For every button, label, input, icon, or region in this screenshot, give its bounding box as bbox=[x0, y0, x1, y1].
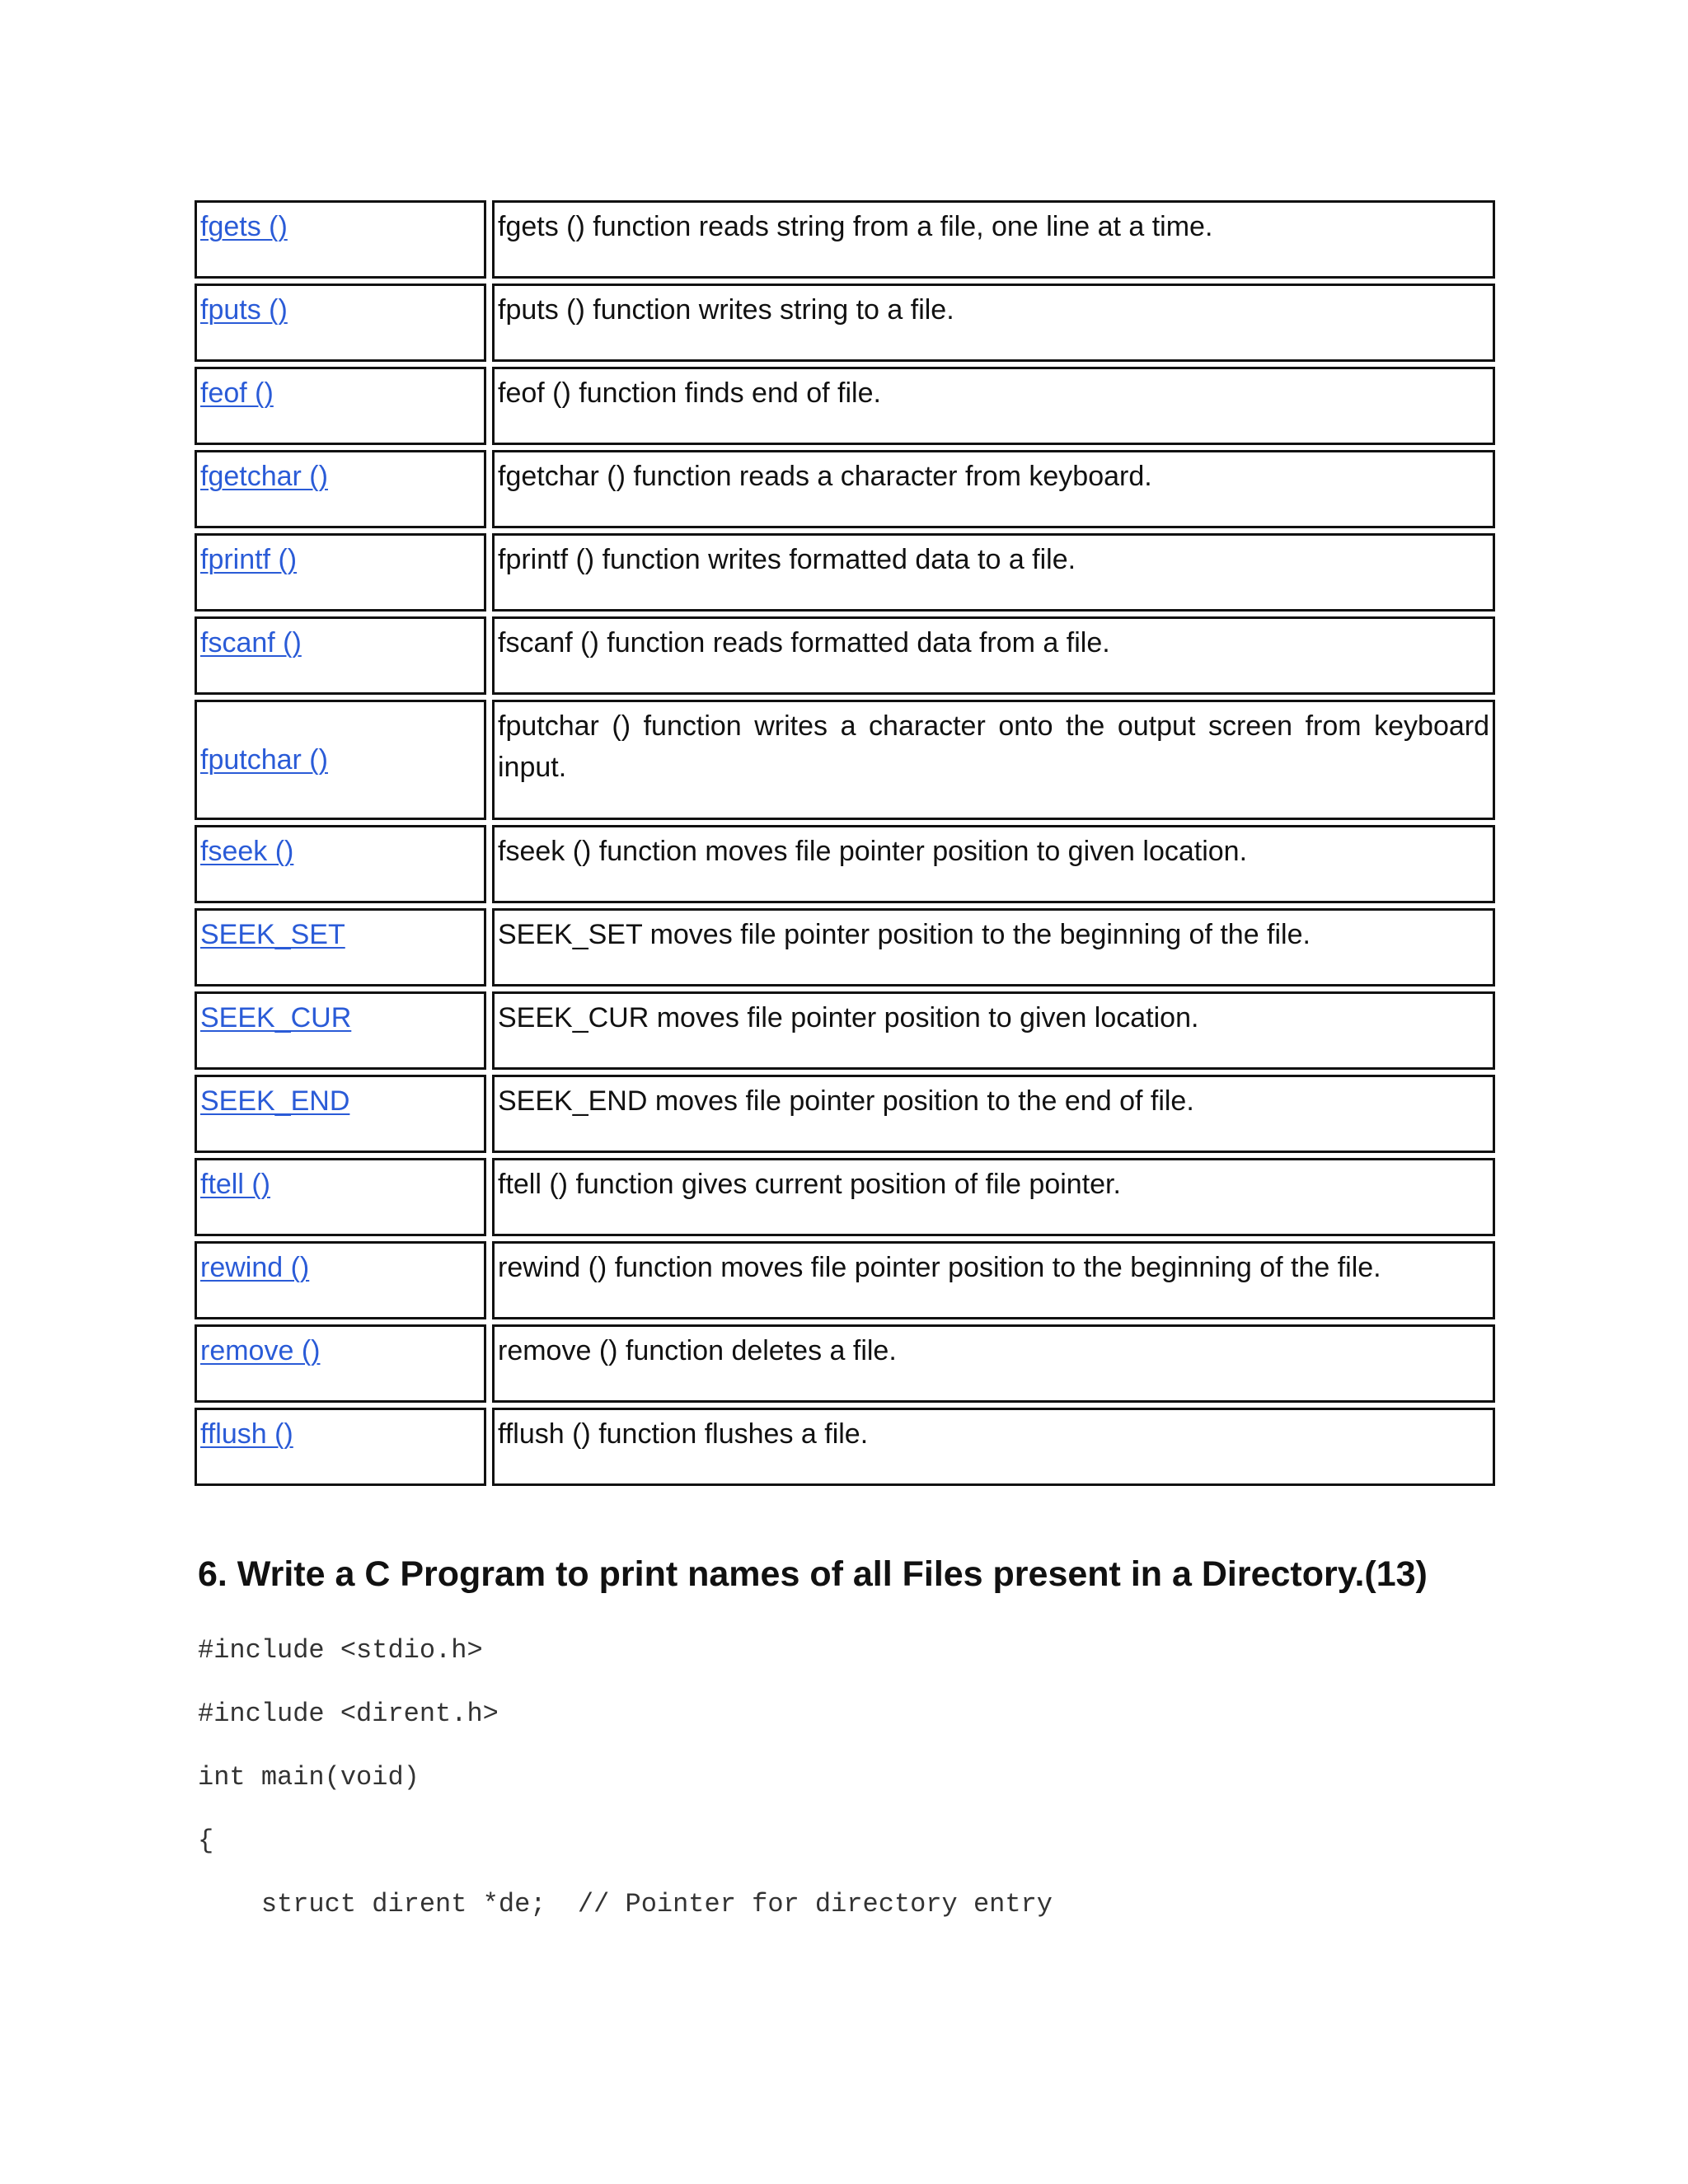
function-description-cell: rewind () function moves file pointer position to the beginning of the file. bbox=[492, 1241, 1495, 1319]
function-description-cell: fgetchar () function reads a character from keyboard. bbox=[492, 450, 1495, 528]
function-description-cell: fgets () function reads string from a file, one line at a time. bbox=[492, 200, 1495, 279]
function-link-fgets[interactable]: fgets () bbox=[200, 211, 288, 242]
function-description-cell: SEEK_CUR moves file pointer position to given location. bbox=[492, 991, 1495, 1070]
function-name-cell bbox=[195, 1408, 486, 1486]
table-row bbox=[195, 825, 1495, 903]
function-link-ftell[interactable]: ftell () bbox=[200, 1169, 270, 1200]
function-link-remove[interactable]: remove () bbox=[200, 1335, 321, 1366]
function-link-seek-set[interactable]: SEEK_SET bbox=[200, 919, 345, 950]
function-description-cell: fflush () function flushes a file. bbox=[492, 1408, 1495, 1486]
function-description-cell: ftell () function gives current position of file pointer. bbox=[492, 1158, 1495, 1236]
function-name-cell bbox=[195, 825, 486, 903]
table-row bbox=[195, 200, 1495, 279]
function-name-cell bbox=[195, 1158, 486, 1236]
code-line: struct dirent *de; // Pointer for directory entry bbox=[198, 1889, 1053, 1919]
section-heading: 6. Write a C Program to print names of all Files present in a Directory.(13) bbox=[198, 1554, 1428, 1594]
function-link-fgetchar[interactable]: fgetchar () bbox=[200, 461, 328, 492]
code-line: int main(void) bbox=[198, 1762, 420, 1793]
code-line: #include <dirent.h> bbox=[198, 1699, 499, 1729]
function-description-cell: fscanf () function reads formatted data from a file. bbox=[492, 616, 1495, 695]
function-description-cell: fprintf () function writes formatted data to a file. bbox=[492, 533, 1495, 612]
file-functions-table bbox=[195, 200, 1495, 1491]
function-description-cell: fputs () function writes string to a file. bbox=[492, 284, 1495, 362]
table-row bbox=[195, 367, 1495, 445]
table-row bbox=[195, 1324, 1495, 1403]
function-link-fprintf[interactable]: fprintf () bbox=[200, 544, 298, 575]
table-row bbox=[195, 991, 1495, 1070]
function-description-cell: feof () function finds end of file. bbox=[492, 367, 1495, 445]
function-name-cell bbox=[195, 284, 486, 362]
function-link-fscanf[interactable]: fscanf () bbox=[200, 627, 302, 658]
table-row bbox=[195, 1075, 1495, 1153]
function-name-cell bbox=[195, 1324, 486, 1403]
table-row bbox=[195, 450, 1495, 528]
function-description-cell: SEEK_END moves file pointer position to the end of file. bbox=[492, 1075, 1495, 1153]
function-link-feof[interactable]: feof () bbox=[200, 377, 274, 409]
table-row bbox=[195, 284, 1495, 362]
function-link-fseek[interactable]: fseek () bbox=[200, 836, 294, 867]
table-row bbox=[195, 616, 1495, 695]
function-description-cell: SEEK_SET moves file pointer position to the beginning of the file. bbox=[492, 908, 1495, 987]
function-description-cell: fseek () function moves file pointer position to given location. bbox=[492, 825, 1495, 903]
function-link-fflush[interactable]: fflush () bbox=[200, 1418, 293, 1450]
function-link-seek-cur[interactable]: SEEK_CUR bbox=[200, 1002, 352, 1033]
function-link-fputs[interactable]: fputs () bbox=[200, 294, 288, 326]
table-row bbox=[195, 1408, 1495, 1486]
function-link-fputchar[interactable]: fputchar () bbox=[200, 744, 328, 776]
function-name-cell bbox=[195, 1075, 486, 1153]
function-name-cell bbox=[195, 616, 486, 695]
table-row bbox=[195, 1241, 1495, 1319]
function-name-cell bbox=[195, 200, 486, 279]
table-row bbox=[195, 1158, 1495, 1236]
table-row bbox=[195, 700, 1495, 820]
function-name-cell bbox=[195, 700, 486, 820]
function-link-seek-end[interactable]: SEEK_END bbox=[200, 1085, 350, 1117]
code-line: { bbox=[198, 1825, 214, 1856]
table-row bbox=[195, 908, 1495, 987]
function-description-cell: remove () function deletes a file. bbox=[492, 1324, 1495, 1403]
function-name-cell bbox=[195, 450, 486, 528]
function-name-cell bbox=[195, 533, 486, 612]
function-name-cell bbox=[195, 908, 486, 987]
function-description-cell: fputchar () function writes a character onto the output screen from keyboard input. bbox=[492, 700, 1495, 820]
function-name-cell bbox=[195, 367, 486, 445]
code-block bbox=[198, 1630, 1053, 1947]
table-row bbox=[195, 533, 1495, 612]
function-name-cell bbox=[195, 991, 486, 1070]
function-name-cell bbox=[195, 1241, 486, 1319]
code-line: #include <stdio.h> bbox=[198, 1635, 483, 1666]
function-link-rewind[interactable]: rewind () bbox=[200, 1252, 310, 1283]
